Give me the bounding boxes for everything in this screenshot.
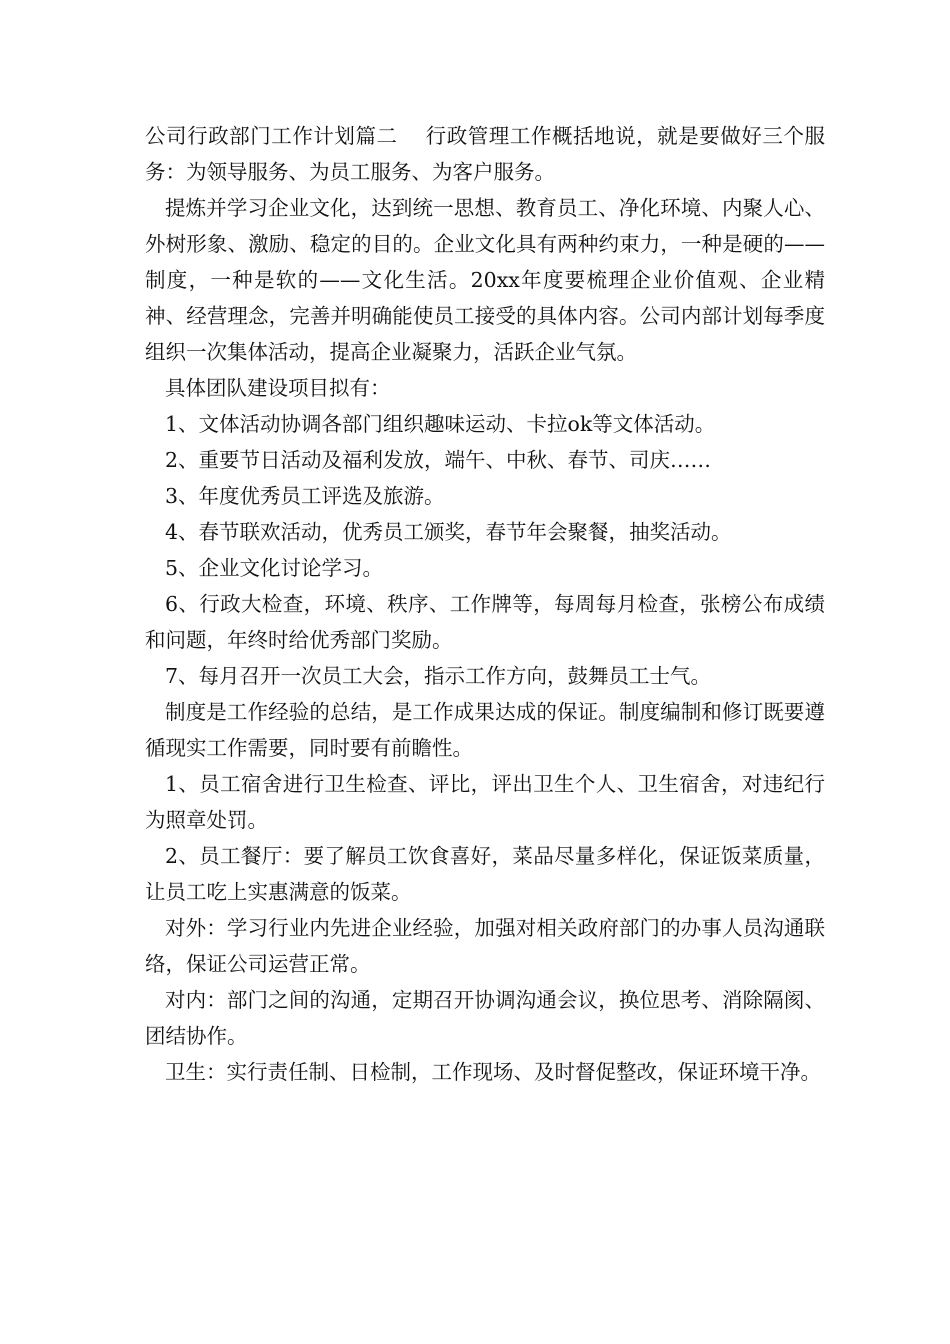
- paragraph-rules: 制度是工作经验的总结，是工作成果达成的保证。制度编制和修订既要遵循现实工作需要，同时要有前瞻性。: [145, 700, 825, 760]
- paragraph-hygiene: 卫生：实行责任制、日检制，工作现场、及时督促整改，保证环境干净。: [165, 1060, 821, 1084]
- list-item: 3、年度优秀员工评选及旅游。: [165, 484, 445, 508]
- paragraph-intro: 公司行政部门工作计划篇二 行政管理工作概括地说，就是要做好三个服务：为领导服务、为员工服务、为客户服务。: [145, 124, 825, 184]
- list-item: 2、重要节日活动及福利发放，端午、中秋、春节、司庆……: [165, 448, 712, 472]
- paragraph-internal: 对内：部门之间的沟通，定期召开协调沟通会议，换位思考、消除隔阂、团结协作。: [145, 988, 825, 1048]
- paragraph-corporate-culture: 提炼并学习企业文化，达到统一思想、教育员工、净化环境、内聚人心、外树形象、激励、稳定的目的。企业文化具有两种约束力，一种是硬的——制度，一种是软的——文化生活。20xx年度要梳理企业价值观、企业精神、经营理念，完善并明确能使员工接受的具体内容。公司内部计划每季度组织一次集体活动，提高企业凝聚力，活跃企业气氛。: [145, 196, 825, 364]
- list-item: 4、春节联欢活动，优秀员工颁奖，春节年会聚餐，抽奖活动。: [165, 520, 732, 544]
- paragraph-team-building-heading: 具体团队建设项目拟有：: [165, 376, 391, 400]
- paragraph-external: 对外：学习行业内先进企业经验，加强对相关政府部门的办事人员沟通联络，保证公司运营正常。: [145, 916, 825, 976]
- list-item: 1、文体活动协调各部门组织趣味运动、卡拉ok等文体活动。: [165, 412, 716, 436]
- document-body: [145, 118, 825, 1090]
- list-item: 7、每月召开一次员工大会，指示工作方向，鼓舞员工士气。: [165, 664, 712, 688]
- list-item: 2、员工餐厅：要了解员工饮食喜好，菜品尽量多样化，保证饭菜质量，让员工吃上实惠满意的饭菜。: [145, 844, 825, 904]
- list-item: 1、员工宿舍进行卫生检查、评比，评出卫生个人、卫生宿舍，对违纪行为照章处罚。: [145, 772, 825, 832]
- list-item: 5、企业文化讨论学习。: [165, 556, 384, 580]
- list-item: 6、行政大检查，环境、秩序、工作牌等，每周每月检查，张榜公布成绩和问题，年终时给优秀部门奖励。: [145, 592, 825, 652]
